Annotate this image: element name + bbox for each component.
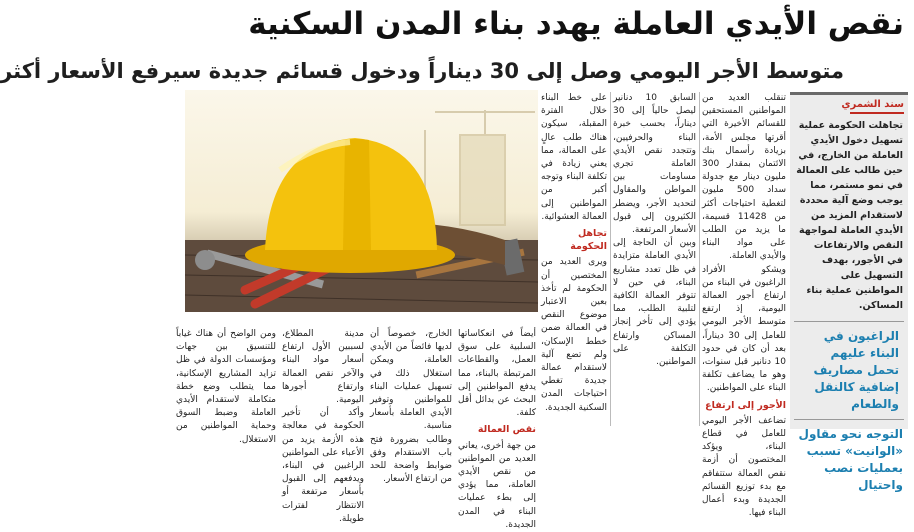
column-3-paragraph-2: ويرى العديد من المختصين أن الحكومة لم تأخذ بعين الاعتبار موضوع النقص في العمالة ضمن خطط الإسكان، ولم تضع آلية لاستقدام عمالة جديدة تغطي احتياجات المدن السكنية الجديدة.	[541, 257, 607, 413]
column-divider	[699, 92, 700, 426]
column-1-paragraph-3: تضاعف الأجر اليومي للعامل في قطاع البناء، ويؤكد المختصون أن أزمة نقص العمالة ستتفاقم مع بدء توزيع القسائم الجديدة وبدء أعمال البناء فيها.	[702, 415, 786, 519]
column-2-paragraph-1: السابق 10 دنانير ليصل حالياً إلى 30 ديناراً، بحسب خبرة البناء والحرفيين، وتتجدد نقص الأيدي العاملة تجري مساومات بين المواطن والمقاول لتحديد الأجر، ويضطر الكثيرون إلى قبول الأسعار المرتفعة.	[613, 93, 696, 236]
headline: نقص الأيدي العاملة يهدد بناء المدن السكنية	[248, 6, 904, 42]
hardhat-illustration	[185, 90, 538, 312]
column-5-paragraph-1: الخارج، خصوصاً أن لديها فائضاً من الأيدي العاملة، ويمكن استغلال ذلك في تسهيل عمليات البناء للمواطنين وتوفير الأيدي العاملة بأسعار مناسبة.	[370, 329, 452, 432]
column-1-paragraph-2: ويشكو الأفراد الراغبون في البناء من ارتفاع أجور العمالة اليومية، إذ ارتفع متوسط الأجر اليومي للعامل إلى 30 ديناراً، بعد أن كان في حدود 10 دنانير قبل سنوات، وهو ما يضاعف تكلفة البناء على المواطنين.	[702, 264, 786, 394]
column-6-paragraph-2: وأكد أن تأخير الحكومة في معالجة هذه الأزمة يزيد من الأعباء على المواطنين الراغبين في البناء، ويدفعهم إلى القبول بأسعار مرتفعة أو الانتظار لفترات طويلة.	[282, 408, 364, 524]
column-3	[541, 92, 607, 426]
pull-quote-2: التوجه نحو مقاول «الوانيت» تسبب بعمليات نصب واحتيال	[798, 427, 903, 492]
pull-quote-1: الراغبون في البناء عليهم تحمل مصاريف إضافية كالنقل والطعام	[794, 321, 904, 420]
column-divider	[610, 92, 611, 426]
column-2	[613, 92, 696, 426]
article-photo	[185, 90, 538, 312]
column-5	[370, 328, 452, 485]
column-4	[458, 328, 536, 530]
column-5-paragraph-2: وطالب بضرورة فتح باب الاستقدام وفق ضوابط واضحة للحد من ارتفاع الأسعار.	[370, 434, 452, 485]
summary-text: تجاهلت الحكومة عملية تسهيل دخول الأيدي العاملة من الخارج، في حين طالب على العمالة في نمو مستمر، مما يوجب وضع آلية محددة لاستقدام المزيد من الأيدي العاملة لمواجهة النقص والارتفاعات في الأجور، بهدف التسهيل على المواطنين عملية بناء المساكن.	[796, 120, 903, 311]
column-6	[282, 328, 364, 524]
column-1-subheading: الأجور إلى ارتفاع	[705, 399, 786, 411]
column-4-paragraph-2: من جهة أخرى، يعاني العديد من المواطنين من نقص الأيدي العاملة، مما يؤدي إلى بطء عمليات البناء في المدن الجديدة.	[458, 440, 536, 530]
column-3-paragraph-1: على خط البناء خلال الفترة المقبلة، سيكون هناك طلب عالٍ على العمالة، مما يعني زيادة في تكلفة البناء وتوجه أكبر من المواطنين إلى العمالة العشوائية.	[541, 93, 607, 222]
subheadline: متوسط الأجر اليومي وصل إلى 30 ديناراً ودخول قسائم جديدة سيرفع الأسعار أكثر	[0, 59, 844, 83]
column-1-paragraph-1: تنقلب العديد من المواطنين المستحقين للقسائم الأخيرة التي أقرتها مجلس الأمة، بزيادة رأسمال بنك الائتمان بمقدار 300 مليون دينار مع جدولة سداد 500 مليون لتغطية احتياجات أكثر من 11428 قسيمة، ما يزيد من الطلب على مواد البناء والأيدي العاملة.	[702, 93, 786, 262]
column-7	[176, 328, 276, 445]
column-7-paragraph-1: ومن الواضح أن هناك غياباً للتنسيق بين جهات ومؤسسات الدولة في ظل تزايد المشاريع الإسكانية، مما يتطلب وضع خطة متكاملة لاستقدام الأيدي العاملة وضبط السوق وحماية المواطنين من الاستغلال.	[176, 329, 276, 445]
column-2-paragraph-2: وبين أن الحاجة إلى الأيدي العاملة متزايدة في ظل تعدد مشاريع البناء، في حين لا تتوفر العمالة الكافية لتلبية الطلب، مما يؤدي إلى تأخر إنجاز المساكن وارتفاع التكلفة على المواطنين.	[613, 238, 696, 368]
byline: سند الشمري	[841, 99, 904, 110]
sidebar-summary	[790, 92, 908, 492]
column-3-subheading: تجاهل الحكومة	[570, 228, 607, 253]
byline-accent	[850, 112, 904, 114]
column-6-paragraph-1: مدينة المطلاع، لسببين الأول ارتفاع أسعار مواد البناء والآخر نقص العمالة وارتفاع أجورها اليومية.	[282, 329, 364, 406]
column-4-subheading: نقص العمالة	[477, 424, 536, 436]
column-1	[702, 92, 786, 519]
column-4-paragraph-1: أيضاً في انعكاساتها السلبية على سوق العمل، والقطاعات المرتبطة بالبناء، مما يدفع المواطنين إلى البحث عن بدائل أقل كلفة.	[458, 329, 536, 419]
